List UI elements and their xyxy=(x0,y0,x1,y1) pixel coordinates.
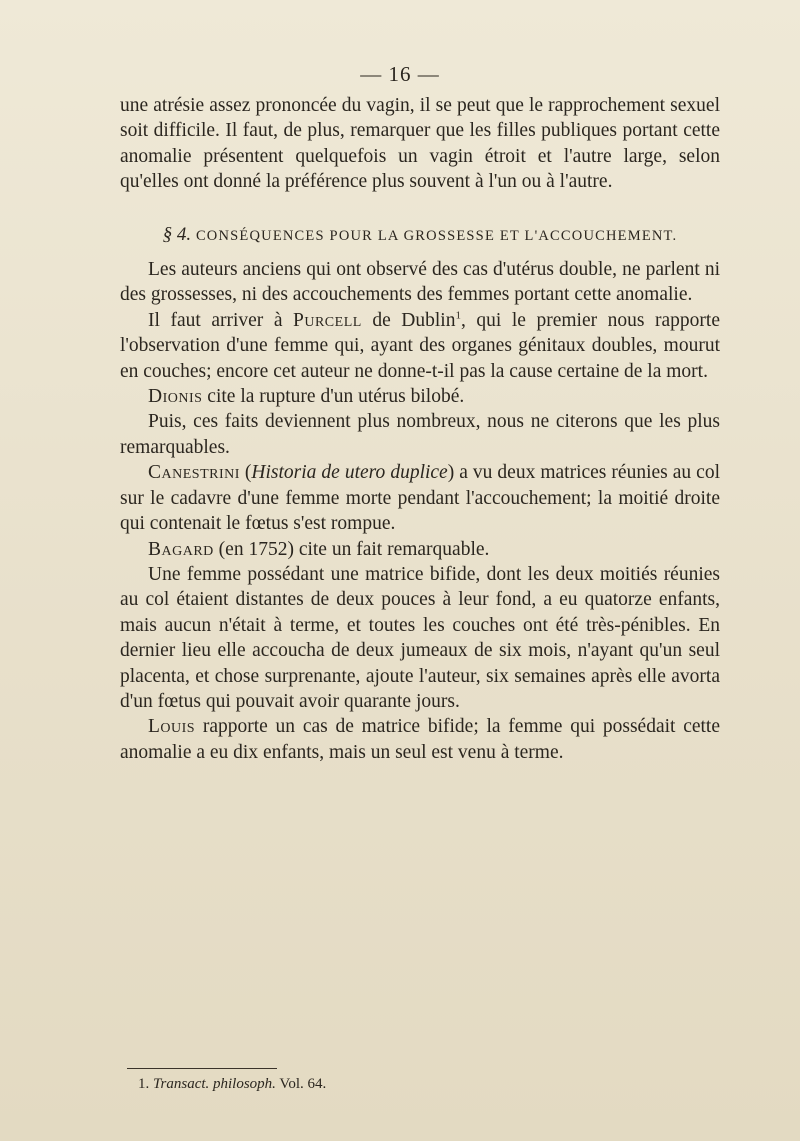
opening-paragraph: une atrésie assez prononcée du vagin, il se peut que le rapprochement sexuel soit difficile. Il faut, de plus, remarquer que les filles publiques portant cette anomalie présentent quelquefois un vagin étroit et l'autre large, selon qu'elles ont donné la préférence plus souvent à l'un ou à l'autre. xyxy=(120,95,720,193)
paragraph-dionis: Dionis cite la rupture d'un utérus bilobé. xyxy=(148,386,465,408)
author-name: Louis xyxy=(148,716,196,738)
footnote-source: Transact. philosoph. xyxy=(153,1076,276,1092)
author-name: Bagard xyxy=(148,538,214,560)
paragraph-purcell: Il faut arriver à Purcell de Dublin$^1$, qui le premier nous rapporte l'observation d'une femme qui, ayant des organes génitaux doubles, mourut en couches; encore cet auteur ne donne-t-il pas la cause certaine de la mort. xyxy=(120,309,720,382)
footnote xyxy=(138,1074,326,1094)
work-title: Historia de utero duplice xyxy=(251,462,448,484)
paragraph-auteurs-anciens: Les auteurs anciens qui ont observé des cas d'utérus double, ne parlent ni des grossesses, ni des accouchements des femmes portant cette anomalie. xyxy=(120,259,720,306)
footnote-ref: 1 xyxy=(455,309,461,322)
paragraph-canestrini: Canestrini (Historia de utero duplice) a vu deux matrices réunies au col sur le cadavre d'une femme morte pendant l'accouchement; la moitié droite qui contenait le fœtus s'est rompue. xyxy=(120,462,720,535)
author-name: Dionis xyxy=(148,386,203,408)
section-heading xyxy=(120,222,720,249)
section-title: CONSÉQUENCES POUR LA GROSSESSE ET L'ACCOUCHEMENT. xyxy=(195,227,678,244)
paragraph-bagard: Bagard (en 1752) cite un fait remarquable. xyxy=(148,538,490,560)
page-body xyxy=(120,93,720,765)
paragraph-matrice-bifide: Une femme possédant une matrice bifide, dont les deux moitiés réunies au col étaient distantes de deux pouces à leur fond, a eu quatorze enfants, mais aucun n'était à terme, et toutes les couches ont été très-pénibles. En dernier lieu elle accoucha de deux jumeaux de six mois, n'ayant qu'un seul placenta, et chose surprenante, ajoute l'auteur, six semaines après elle avorta d'un fœtus qui pouvait avoir quarante jours. xyxy=(120,563,720,712)
footnote-volume: Vol. 64. xyxy=(279,1076,327,1092)
footnote-rule xyxy=(127,1068,277,1069)
page-number: — 16 — xyxy=(360,62,440,86)
paragraph-puis: Puis, ces faits deviennent plus nombreux, nous ne citerons que les plus remarquables. xyxy=(120,411,720,458)
paragraph-louis: Louis rapporte un cas de matrice bifide; la femme qui possédait cette anomalie a eu dix enfants, mais un seul est venu à terme. xyxy=(120,716,720,763)
footnote-number: 1. xyxy=(138,1076,150,1092)
section-number: § 4. xyxy=(162,223,192,245)
author-name: Purcell xyxy=(293,309,362,331)
author-name: Canestrini xyxy=(148,462,240,484)
